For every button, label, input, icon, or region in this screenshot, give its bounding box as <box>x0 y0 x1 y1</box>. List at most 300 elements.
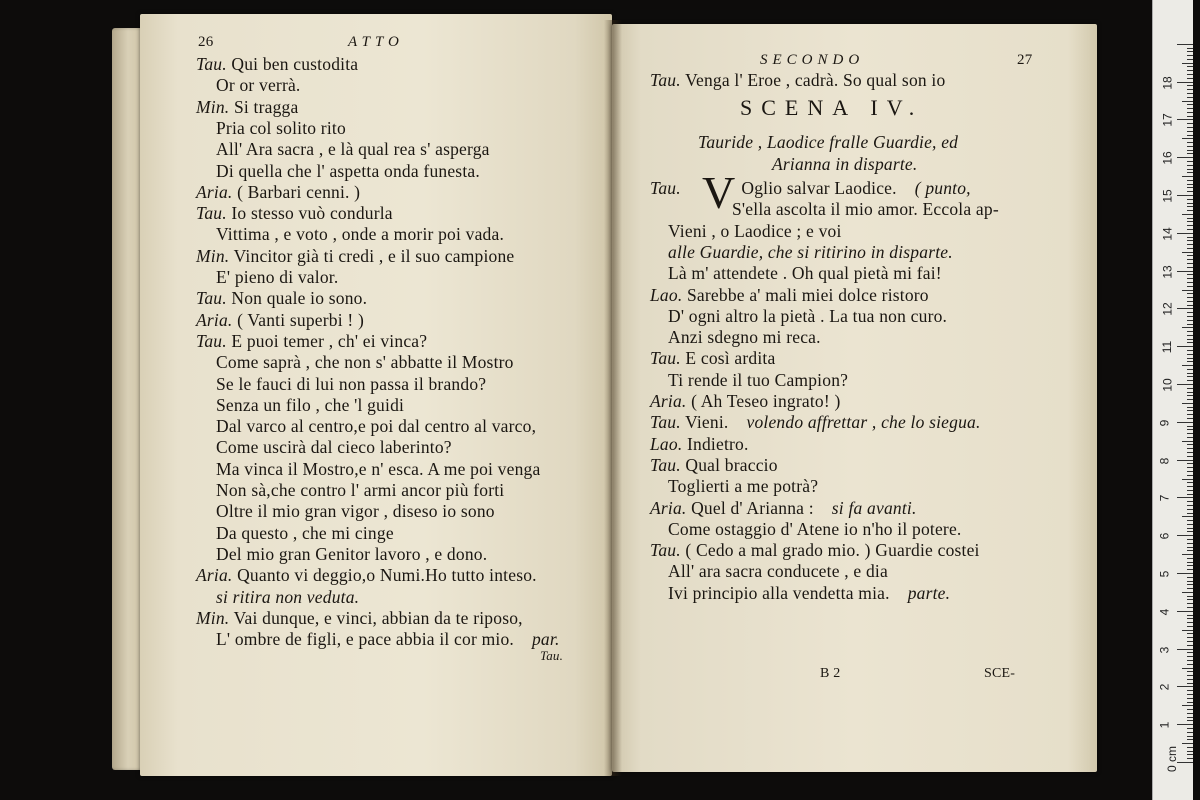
line-text: Di quella che l' aspetta onda funesta. <box>216 160 480 181</box>
stage-direction: parte. <box>907 582 951 603</box>
ruler-tick <box>1187 108 1193 109</box>
text-line <box>650 391 841 411</box>
ruler-tick <box>1177 497 1193 498</box>
ruler-tick <box>1187 562 1193 563</box>
left-catchword: Tau. <box>540 648 564 663</box>
speaker-label: Min. <box>196 607 230 628</box>
line-text: Vieni. <box>685 412 729 433</box>
ruler-tick <box>1187 607 1193 608</box>
ruler-tick <box>1187 240 1193 241</box>
ruler-tick <box>1187 399 1193 400</box>
ruler-tick <box>1187 550 1193 551</box>
ruler-tick <box>1187 199 1193 200</box>
ruler-tick <box>1187 599 1193 600</box>
text-line <box>216 416 536 436</box>
ruler-tick <box>1187 448 1193 449</box>
ruler-number: 2 <box>1157 684 1172 691</box>
line-text: Qual braccio <box>685 454 778 475</box>
text-line <box>196 203 393 223</box>
ruler-tick <box>1187 297 1193 298</box>
speaker-label: Aria. <box>196 181 233 202</box>
text-line <box>216 374 486 394</box>
text-line <box>216 224 504 244</box>
ruler-tick <box>1187 475 1193 476</box>
ruler-tick <box>1182 176 1193 177</box>
ruler-tick <box>1187 501 1193 502</box>
line-text: Vieni , o Laodice ; e voi <box>668 220 842 241</box>
ruler-tick <box>1187 301 1193 302</box>
ruler-tick <box>1187 324 1193 325</box>
text-line <box>668 370 848 390</box>
ruler-number: 11 <box>1160 340 1175 354</box>
ruler-tick <box>1187 736 1193 737</box>
ruler-tick <box>1187 388 1193 389</box>
signature-mark: B 2 <box>820 666 841 681</box>
ruler-tick <box>1187 652 1193 653</box>
ruler-tick <box>1177 195 1193 196</box>
ruler-tick <box>1187 547 1193 548</box>
ruler-tick <box>1182 441 1193 442</box>
speaker-label: Lao. <box>650 284 683 305</box>
ruler-tick <box>1182 592 1193 593</box>
text-line <box>196 331 427 351</box>
ruler-tick <box>1187 172 1193 173</box>
ruler-number: 16 <box>1160 151 1175 165</box>
text-line <box>216 480 504 500</box>
line-text: Vai dunque, e vinci, abbian da te riposo, <box>233 607 523 628</box>
ruler-tick <box>1187 622 1193 623</box>
line-text: E così ardita <box>685 348 776 369</box>
ruler-tick <box>1187 660 1193 661</box>
line-text: E puoi temer , ch' ei vinca? <box>231 330 428 351</box>
text-line <box>650 498 917 518</box>
ruler-tick <box>1187 70 1193 71</box>
left-page-number: 26 <box>198 34 214 50</box>
ruler-number: 12 <box>1160 302 1175 317</box>
ruler-tick <box>1182 668 1193 669</box>
line-text: Oltre il mio gran vigor , diseso io sono <box>216 501 495 522</box>
ruler-tick <box>1187 679 1193 680</box>
ruler-tick <box>1187 490 1193 491</box>
speaker-label: Tau. <box>650 454 681 475</box>
ruler-tick <box>1187 369 1193 370</box>
speaker-label: Aria. <box>650 391 687 411</box>
text-line <box>650 434 749 454</box>
ruler-tick <box>1187 751 1193 752</box>
ruler-tick <box>1187 747 1193 748</box>
text-line <box>216 139 490 159</box>
ruler-tick <box>1182 479 1193 480</box>
line-text: Or or verrà. <box>216 75 301 96</box>
ruler-tick <box>1187 702 1193 703</box>
ruler-tick <box>1187 603 1193 604</box>
ruler-tick <box>1187 263 1193 264</box>
ruler-tick <box>1177 762 1193 763</box>
speaker-label: Min. <box>196 96 230 117</box>
ruler-tick <box>1187 626 1193 627</box>
ruler-tick <box>1187 637 1193 638</box>
speaker-label: Tau. <box>650 412 681 433</box>
ruler-tick <box>1187 463 1193 464</box>
line-text: L' ombre de figli, e pace abbia il cor mio. <box>216 629 514 650</box>
ruler-tick <box>1187 717 1193 718</box>
ruler-tick <box>1187 418 1193 419</box>
ruler-number: 3 <box>1157 646 1172 653</box>
text-line <box>650 178 971 198</box>
ruler-tick <box>1187 524 1193 525</box>
ruler-tick <box>1182 554 1193 555</box>
ruler-tick <box>1187 146 1193 147</box>
ruler-tick <box>1187 618 1193 619</box>
ruler-tick <box>1187 206 1193 207</box>
ruler-tick <box>1187 531 1193 532</box>
ruler-tick <box>1187 664 1193 665</box>
ruler-tick <box>1177 611 1193 612</box>
text-line <box>650 455 778 475</box>
ruler-tick <box>1182 101 1193 102</box>
ruler-tick <box>1187 407 1193 408</box>
line-text: All' ara sacra conducete , e dia <box>668 561 888 582</box>
speaker-label: Tau. <box>650 540 681 561</box>
line-text: Come saprà , che non s' abbatte il Mostro <box>216 352 514 373</box>
text-line <box>216 459 540 479</box>
ruler-tick <box>1187 444 1193 445</box>
text-line <box>196 246 514 266</box>
text-line <box>216 352 514 372</box>
line-text: Vincitor già ti credi , e il suo campione <box>233 245 515 266</box>
ruler-tick <box>1187 694 1193 695</box>
ruler-tick <box>1187 78 1193 79</box>
ruler-tick <box>1187 316 1193 317</box>
ruler-tick <box>1187 732 1193 733</box>
ruler-tick <box>1187 486 1193 487</box>
ruler-number: 6 <box>1157 532 1172 540</box>
text-line <box>216 523 394 543</box>
line-text: E' pieno di valor. <box>216 267 339 287</box>
ruler-tick <box>1187 675 1193 676</box>
text-line <box>650 285 929 305</box>
line-text: ( Barbari cenni. ) <box>237 181 361 202</box>
ruler-tick <box>1187 513 1193 514</box>
text-line <box>216 118 346 138</box>
ruler-number: 15 <box>1160 189 1175 203</box>
ruler-tick <box>1187 169 1193 170</box>
ruler-tick <box>1177 44 1193 45</box>
ruler-tick <box>1187 191 1193 192</box>
line-text: Anzi sdegno mi reca. <box>668 327 821 348</box>
ruler-tick <box>1187 505 1193 506</box>
ruler-tick <box>1187 429 1193 430</box>
ruler-tick <box>1187 48 1193 49</box>
ruler-tick <box>1187 528 1193 529</box>
ruler-tick <box>1187 259 1193 260</box>
ruler-tick <box>1182 290 1193 291</box>
ruler-number: 13 <box>1160 264 1175 279</box>
ruler-number: 1 <box>1157 721 1172 729</box>
ruler-tick <box>1182 705 1193 706</box>
ruler-number: 9 <box>1157 419 1172 427</box>
line-text: Si tragga <box>233 96 299 117</box>
ruler-tick <box>1187 588 1193 589</box>
ruler-number: 5 <box>1157 570 1172 578</box>
line-text: Ma vinca il Mostro,e n' esca. A me poi venga <box>216 458 541 479</box>
ruler-number: 4 <box>1157 608 1172 616</box>
ruler-tick <box>1177 271 1193 272</box>
line-text: All' Ara sacra , e là qual rea s' asperga <box>216 139 490 160</box>
line-text: Ivi principio alla vendetta mia. <box>668 582 890 603</box>
ruler-tick <box>1187 229 1193 230</box>
ruler-tick <box>1177 460 1193 461</box>
ruler-tick <box>1187 494 1193 495</box>
text-line <box>668 263 942 283</box>
ruler-tick <box>1187 153 1193 154</box>
ruler-tick <box>1187 414 1193 415</box>
ruler-number: 10 <box>1160 378 1175 392</box>
line-text: Dal varco al centro,e poi dal centro al varco, <box>216 416 537 437</box>
text-line <box>196 97 298 117</box>
text-line <box>668 242 953 262</box>
ruler-tick <box>1187 66 1193 67</box>
ruler-tick <box>1177 82 1193 83</box>
ruler-tick <box>1187 112 1193 113</box>
ruler-tick <box>1187 123 1193 124</box>
ruler-tick <box>1187 278 1193 279</box>
text-line <box>196 608 523 628</box>
speaker-label: Aria. <box>196 565 233 586</box>
ruler-tick <box>1187 286 1193 287</box>
ruler-tick <box>1187 51 1193 52</box>
line-text: Non quale io sono. <box>231 288 368 309</box>
speaker-label: Min. <box>196 245 230 266</box>
ruler-tick <box>1187 482 1193 483</box>
ruler-tick <box>1177 649 1193 650</box>
ruler-tick <box>1187 739 1193 740</box>
ruler-tick <box>1187 569 1193 570</box>
speaker-label: Tau. <box>196 288 227 309</box>
text-line <box>668 306 947 326</box>
ruler-tick <box>1187 320 1193 321</box>
ruler-tick <box>1187 135 1193 136</box>
ruler-tick <box>1187 221 1193 222</box>
ruler-tick <box>1187 754 1193 755</box>
ruler-tick <box>1187 89 1193 90</box>
ruler-tick <box>1187 698 1193 699</box>
speaker-label: Tau. <box>196 330 227 351</box>
text-line <box>196 310 364 330</box>
text-line <box>216 587 359 607</box>
ruler-tick <box>1187 210 1193 211</box>
ruler-tick <box>1187 380 1193 381</box>
line-text: Non sà,che contro l' armi ancor più forti <box>216 480 505 500</box>
ruler-tick <box>1187 467 1193 468</box>
right-page-number: 27 <box>1017 52 1033 68</box>
ruler-tick <box>1187 59 1193 60</box>
ruler-tick <box>1187 354 1193 355</box>
ruler-tick <box>1182 63 1193 64</box>
ruler-unit-label: 0 cm <box>1165 745 1180 773</box>
ruler-tick <box>1177 724 1193 725</box>
ruler-tick <box>1187 305 1193 306</box>
ruler-tick <box>1187 471 1193 472</box>
ruler-tick <box>1177 573 1193 574</box>
right-page <box>612 24 1097 772</box>
line-text: Come uscirà dal cieco laberinto? <box>216 437 452 458</box>
ruler-tick <box>1187 373 1193 374</box>
speaker-label: Tau. <box>196 203 227 224</box>
ruler-tick <box>1187 410 1193 411</box>
speaker-label: Lao. <box>650 433 683 454</box>
ruler-tick <box>1187 237 1193 238</box>
ruler-tick <box>1187 509 1193 510</box>
ruler-tick <box>1187 584 1193 585</box>
ruler-tick <box>1187 641 1193 642</box>
text-line <box>216 544 487 564</box>
ruler-tick <box>1177 686 1193 687</box>
ruler-tick <box>1187 596 1193 597</box>
scene-title: SCENA IV. <box>740 95 924 120</box>
ruler-tick <box>1187 225 1193 226</box>
ruler-tick <box>1182 403 1193 404</box>
line-text: Venga l' Eroe , cadrà. So qual son io <box>685 70 946 90</box>
ruler-tick <box>1187 255 1193 256</box>
ruler-tick <box>1177 233 1193 234</box>
text-line <box>216 267 338 287</box>
speaker-label: Aria. <box>650 497 687 518</box>
speaker-label: Tau. <box>650 348 681 369</box>
ruler-tick <box>1182 365 1193 366</box>
text-line <box>216 437 452 457</box>
left-running-head: ATTO <box>348 34 404 50</box>
ruler-tick <box>1187 104 1193 105</box>
ruler-tick <box>1177 384 1193 385</box>
text-line <box>668 561 888 581</box>
stage-direction-1: Tauride , Laodice fralle Guardie, ed <box>698 132 959 152</box>
ruler-tick <box>1187 433 1193 434</box>
ruler-tick <box>1187 713 1193 714</box>
ruler-tick <box>1187 339 1193 340</box>
ruler-tick <box>1187 187 1193 188</box>
text-line <box>668 476 818 496</box>
ruler-tick <box>1177 157 1193 158</box>
stage-direction: ( punto, <box>914 178 971 198</box>
ruler-tick <box>1187 203 1193 204</box>
line-text: Ti rende il tuo Campion? <box>668 369 849 390</box>
ruler-tick <box>1187 645 1193 646</box>
ruler-tick <box>1187 683 1193 684</box>
ruler-tick <box>1187 392 1193 393</box>
line-text: Quel d' Arianna : <box>691 497 814 518</box>
text-line <box>732 199 999 219</box>
ruler-tick <box>1187 350 1193 351</box>
ruler-tick <box>1187 581 1193 582</box>
ruler-tick <box>1187 358 1193 359</box>
ruler-tick <box>1187 97 1193 98</box>
line-text: Pria col solito rito <box>216 117 346 138</box>
text-line <box>196 288 367 308</box>
ruler-tick <box>1182 252 1193 253</box>
ruler-tick <box>1187 93 1193 94</box>
ruler-tick <box>1187 150 1193 151</box>
speaker-label: Tau. <box>196 54 227 74</box>
ruler-tick <box>1187 690 1193 691</box>
ruler-tick <box>1182 743 1193 744</box>
stage-direction: par. <box>531 629 560 650</box>
ruler-tick <box>1187 376 1193 377</box>
line-text: Senza un filo , che 'l guidi <box>216 394 405 415</box>
right-first-line <box>650 70 945 90</box>
text-line <box>668 519 962 539</box>
ruler-tick <box>1187 728 1193 729</box>
ruler-tick <box>1177 422 1193 423</box>
line-text: Come ostaggio d' Atene io n'ho il potere. <box>668 518 962 539</box>
ruler-tick <box>1187 142 1193 143</box>
text-line <box>216 629 560 649</box>
ruler-tick <box>1187 184 1193 185</box>
ruler-tick <box>1177 346 1193 347</box>
text-line <box>668 583 950 603</box>
ruler-number: 8 <box>1157 457 1172 464</box>
text-line <box>196 54 358 74</box>
ruler-tick <box>1177 308 1193 309</box>
ruler-number: 17 <box>1160 113 1175 128</box>
line-text: Qui ben custodita <box>231 54 359 74</box>
line-text: alle Guardie, che si ritirino in disparte. <box>668 241 953 262</box>
stage-direction: si fa avanti. <box>831 497 917 518</box>
line-text: Quanto vi deggio,o Numi.Ho tutto inteso. <box>237 565 537 586</box>
right-running-head: SECONDO <box>760 52 865 68</box>
ruler-tick <box>1187 331 1193 332</box>
text-line <box>196 565 537 585</box>
ruler-tick <box>1187 426 1193 427</box>
ruler-tick <box>1187 55 1193 56</box>
stage-direction: volendo affrettar , che lo siegua. <box>746 412 981 433</box>
ruler-tick <box>1187 274 1193 275</box>
speaker-label: Tau. <box>650 70 681 90</box>
ruler-tick <box>1187 671 1193 672</box>
ruler-tick <box>1187 758 1193 759</box>
ruler-tick <box>1187 361 1193 362</box>
ruler-tick <box>1187 244 1193 245</box>
line-text: ( Cedo a mal grado mio. ) Guardie costei <box>685 540 980 561</box>
ruler-tick <box>1177 535 1193 536</box>
ruler-number: 14 <box>1160 227 1175 241</box>
ruler-tick <box>1187 709 1193 710</box>
ruler-tick <box>1187 558 1193 559</box>
ruler-tick <box>1187 543 1193 544</box>
text-line <box>650 348 775 368</box>
ruler-tick <box>1177 119 1193 120</box>
ruler-tick <box>1182 516 1193 517</box>
ruler-tick <box>1187 539 1193 540</box>
ruler-tick <box>1187 720 1193 721</box>
ruler-tick <box>1182 214 1193 215</box>
line-text: Del mio gran Genitor lavoro , e dono. <box>216 543 488 564</box>
text-line <box>668 221 842 241</box>
text-line <box>650 412 981 432</box>
line-text: Sarebbe a' mali miei dolce ristoro <box>687 284 929 305</box>
line-text: Oglio salvar Laodice. <box>741 178 897 198</box>
ruler-tick <box>1187 165 1193 166</box>
ruler-tick <box>1187 395 1193 396</box>
line-text: Là m' attendete . Oh qual pietà mi fai! <box>668 263 942 284</box>
ruler-tick <box>1187 267 1193 268</box>
text-line <box>650 540 980 560</box>
ruler-number: 7 <box>1157 495 1172 502</box>
ruler-tick <box>1187 312 1193 313</box>
ruler-tick <box>1187 520 1193 521</box>
speaker-label: Aria. <box>196 309 233 330</box>
text-line <box>216 75 301 95</box>
